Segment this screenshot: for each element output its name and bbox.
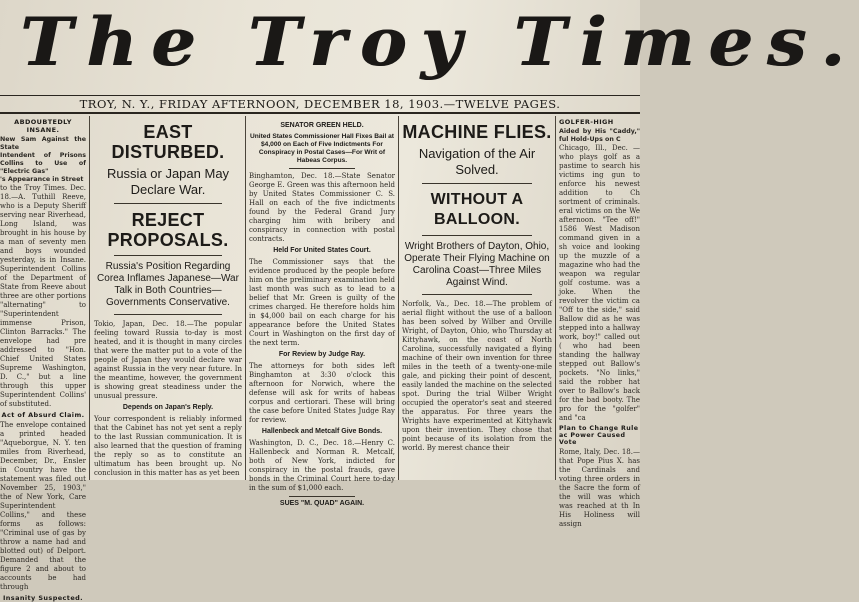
column-4 <box>402 116 552 480</box>
col1-headline: ABDOUBTEDLY INSANE. <box>14 118 72 134</box>
machine-flies-headline: MACHINE FLIES. <box>402 122 552 142</box>
machine-flies-deck: Navigation of the Air Solved. <box>418 146 536 177</box>
east-disturbed-deck: Russia or Japan May Declare War. <box>106 166 230 197</box>
divider <box>114 203 222 204</box>
east-disturbed-headline: EAST DISTURBED. <box>111 122 225 162</box>
column-5 <box>559 116 640 528</box>
col5-body: Chicago, Ill., Dec. — who plays golf as a pastime to search his victims ing gun to enforce his newest addition to Ch sortment of criminals. eral victims on the We afternoon. "Tee off!" 1586 West Madison command given in a sh voice and looking up the muzzle of a magazine who had the weapon wa regular golf costume. was a joke. When the revolver the victim ca "Off to the side," said Ballow did as he was stepped into a hallway work, boy!" called out ( who had been standing the hallway stepped out Ballow's pockets. "No links," said the robber hat over to Ballow's back for the bad booty. The pro for the "golfer" and "ca <box>559 144 640 422</box>
col3-body-4: Washington, D. C., Dec. 18.—Henry C. Hallenbeck and Norman R. Metcalf, both of New York, indicted for conspiracy in the postal frauds, gave bonds in the Criminal Court here to-day in the sum of $1,000 each. <box>249 439 395 492</box>
col4-body: Norfolk, Va., Dec. 18.—The problem of aerial flight without the use of a balloon has been solved by Wilber and Orville Wright, of Dayton, Ohio, who Thursday at Kittyhawk, on the coast of North Carolina, successfully navigated a flying machine of their own invention for three miles in the teeth of a twenty-one-mile gale, and picking their point of descent, easily landed the machine on the selected spot. During the trial Wilber Wright occupied the operator's seat and steered the apparatus. For three years the Wrights have experimented at Kittyhawk upon their invention. They chose that point because of its isolation from the world. By merest chance their <box>402 300 552 452</box>
col2-subhead: Depends on Japan's Reply. <box>122 404 214 411</box>
reject-proposals-headline: REJECT PROPOSALS. <box>107 210 229 250</box>
col2-body: Tokio, Japan, Dec. 18.—The popular feeling toward Russia to-day is most heated, and it is thought in many circles that were the matter put to a vote of the people of Japan they would declare war against Russia in the very near future. In the meantime, however, the government is showing great steadiness under the unusual pressure. <box>94 320 242 400</box>
col1-headline-3: Insanity Suspected. <box>2 594 84 602</box>
column-rule <box>245 116 246 480</box>
divider <box>422 294 532 295</box>
column-3 <box>249 116 395 507</box>
column-1 <box>0 116 86 602</box>
col2-body-2: Your correspondent is reliably informed that the Cabinet has not yet sent a reply to the last Russian communication. It is also learned that the question of framing the reply so as to constitute an ultimatum has been brought up. No conclusion in this matter has as yet been <box>94 415 242 477</box>
without-a-balloon-deck: Wright Brothers of Dayton, Ohio, Operate Their Flying Machine on Carolina Coast—Three Miles Against Wind. <box>404 241 550 288</box>
column-rule <box>398 116 399 480</box>
golfer-deck: Aided by His "Caddy," ful Hold-Ups on C <box>559 128 640 143</box>
column-rule <box>555 116 556 480</box>
col3-subhead-3: Hallenbeck and Metcalf Give Bonds. <box>261 428 383 435</box>
sues-m-quad-headline: SUES "M. QUAD" AGAIN. <box>279 500 365 507</box>
col3-body-2: The Commissioner says that the evidence produced by the people before him on the preliminary examination held last month was such as to lead to a belief that Mr. Green is guilty of the crimes charged. He therefore holds him in $4,000 bail on each charge for his appearance before the United States Court in Washington on the first day of the next term. <box>249 258 395 347</box>
col1-body-2: The envelope contained a printed headed "Aqueborgue, N. Y. ten miles from Riverhead, December, Dr., Ensler in Country have the statement was filed out November 25, 1903," the of New York, Care Superintendent Collins," and these forms as follows: "Criminal use of gas by throw a name had and blotted out) of Delport. Demanded that the figure 2 and about to accounts be had through <box>0 421 86 591</box>
col1-headline-2: Act of Absurd Claim. <box>1 411 85 419</box>
col3-subhead-2: For Review by Judge Ray. <box>278 351 366 358</box>
col3-body-3: The attorneys for both sides left Binghamton at 3:30 o'clock this afternoon for Norwich, where the defense will ask for writs of habeas corpus and certiorari. These will bring the case before United States Judge Ray for review. <box>249 362 395 424</box>
col5-headline-2: Plan to Change Rule ac Power Caused Vote <box>559 425 639 446</box>
divider <box>114 255 222 256</box>
without-a-balloon-headline: WITHOUT A BALLOON. <box>430 191 524 228</box>
col1-subhead: New Sam Against the State Intendent of Prisons Collins to Use of "Electric Gas" 's Appearance in Street <box>0 136 86 183</box>
divider <box>289 168 355 169</box>
column-2 <box>94 116 242 480</box>
dateline: TROY, N. Y., FRIDAY AFTERNOON, DECEMBER 18, 1903.—TWELVE PAGES. <box>0 95 640 114</box>
newspaper-title: The Troy Times. <box>20 2 859 81</box>
col3-body: Binghamton, Dec. 18.—State Senator George E. Green was this afternoon held by United States Commissioner C. S. Hall on each of the five indictments found by the Federal Grand Jury charging him with bribery and conspiracy in connection with postal contracts. <box>249 172 395 243</box>
golfer-headline: GOLFER-HIGH <box>559 118 614 126</box>
divider <box>114 314 222 315</box>
masthead <box>0 0 859 92</box>
col3-subhead: Held For United States Court. <box>273 247 371 254</box>
col1-body: to the Troy Times. Dec. 18.—A. Tuthill Reeve, who is a Deputy Sheriff serving near Riverhead, Long Island, was brought in his house by a man of seventy men and boys wounded yesterday, is in Insane. Superintendent Collins of the Department of State from Reeve about three are other portions "alternating" to "Superintendent immense Prison, Clinton Barracks." The envelope had pre addressed to "Hon. Chief United States Supreme Washington, D. C.," but a line through this upper Superintendent Collins' of substituted. <box>0 184 86 408</box>
divider <box>422 235 532 236</box>
senator-green-headline: SENATOR GREEN HELD. <box>280 122 364 129</box>
col5-body-2: Rome, Italy, Dec. 18.— that Pope Pius X. has the Cardinals and voting three orders in the Sacre the form of the will was which was reached at th In His Holiness will assign <box>559 448 640 528</box>
reject-proposals-deck: Russia's Position Regarding Corea Inflames Japanese—War Talk in Both Countries—Governments Conservative. <box>97 261 239 308</box>
divider <box>422 183 532 184</box>
column-rule <box>89 116 90 480</box>
senator-green-deck: United States Commissioner Hall Fixes Bail at $4,000 on Each of Five Indictments For Conspiracy in Postal Cases—For Writ of Habeas Corpus. <box>249 133 394 164</box>
divider <box>289 496 355 497</box>
